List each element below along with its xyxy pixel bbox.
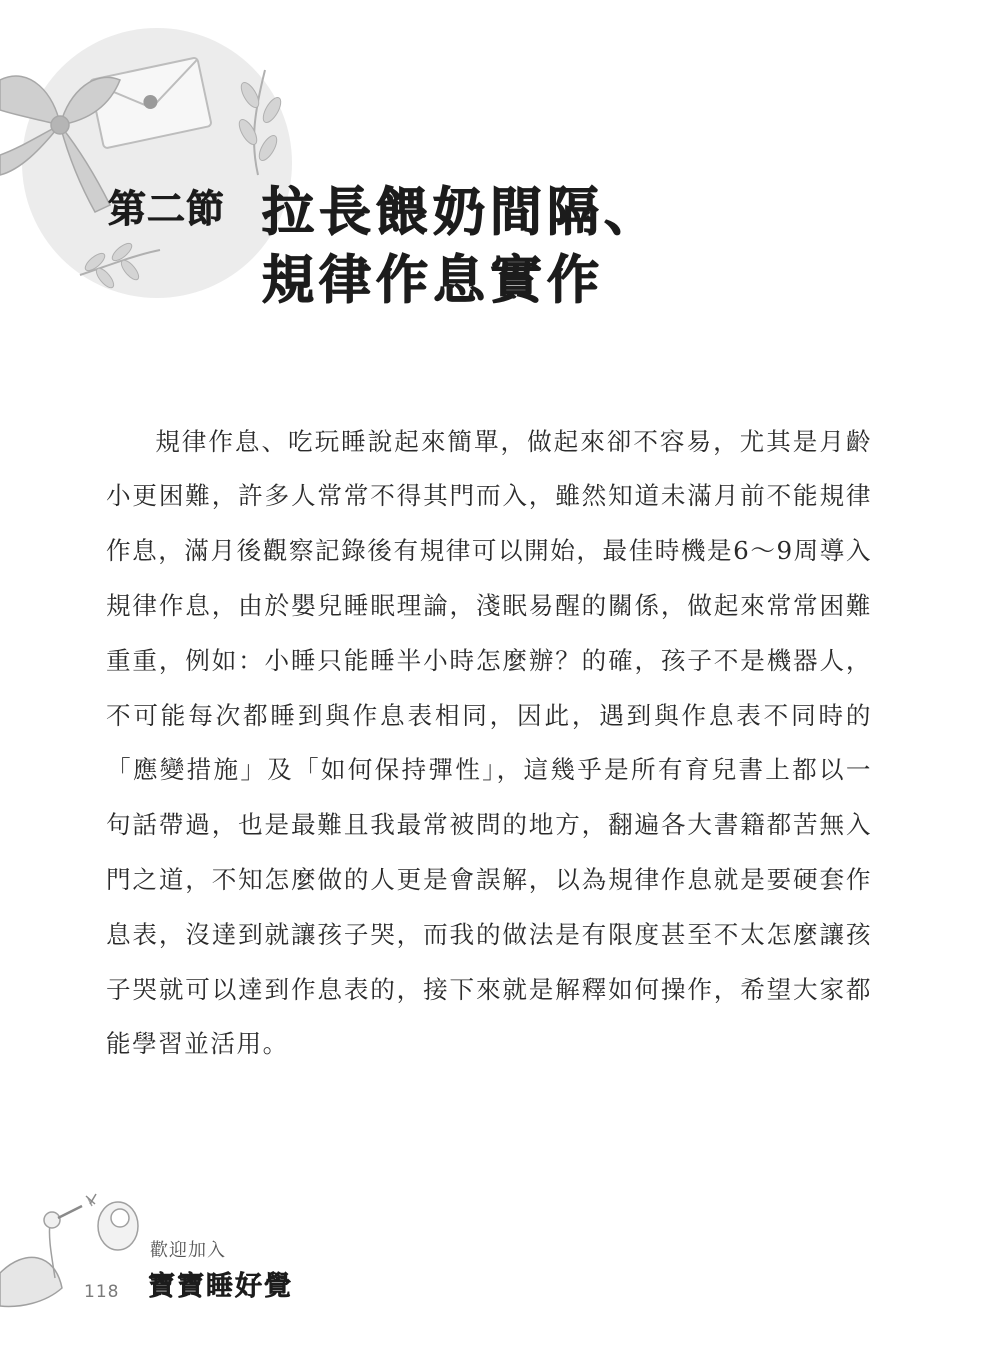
baby-bundle-icon bbox=[86, 1194, 138, 1250]
book-title: 寶寶睡好覺 bbox=[148, 1271, 293, 1302]
envelope-icon bbox=[90, 57, 212, 148]
stork-icon bbox=[0, 1206, 82, 1306]
book-subtitle: 歡迎加入 bbox=[150, 1240, 226, 1261]
page-number: 118 bbox=[84, 1282, 120, 1302]
header-illustration bbox=[0, 40, 300, 300]
body-paragraph: 規律作息、吃玩睡說起來簡單，做起來卻不容易，尤其是月齡小更困難，許多人常常不得其門而入，雖然知道未滿月前不能規律作息，滿月後觀察記錄後有規律可以開始，最佳時機是6～9周導入規律作息，由於嬰兒睡眠理論，淺眠易醒的關係，做起來常常困難重重，例如：小睡只能睡半小時怎麼辦？的確，孩子不是機器人，不可能每次都睡到與作息表相同，因此，遇到與作息表不同時的「應變措施」及「如何保持彈性」，這幾乎是所有育兒書上都以一句話帶過，也是最難且我最常被問的地方，翻遍各大書籍都苦無入門之道，不知怎麼做的人更是會誤解，以為規律作息就是要硬套作息表，沒達到就讓孩子哭，而我的做法是有限度甚至不太怎麼讓孩子哭就可以達到作息表的，接下來就是解釋如何操作，希望大家都能學習並活用。 bbox=[106, 426, 872, 1059]
ribbon-bow-icon bbox=[0, 76, 120, 212]
footer-illustration bbox=[0, 1178, 150, 1318]
chapter-title-line-1: 拉長餵奶間隔、 bbox=[262, 183, 662, 243]
section-label: 第二節 bbox=[108, 187, 226, 231]
leaf-sprig-bottom-icon bbox=[80, 240, 160, 290]
leaf-sprig-icon bbox=[236, 70, 284, 175]
chapter-title-line-2: 規律作息實作 bbox=[262, 251, 605, 311]
